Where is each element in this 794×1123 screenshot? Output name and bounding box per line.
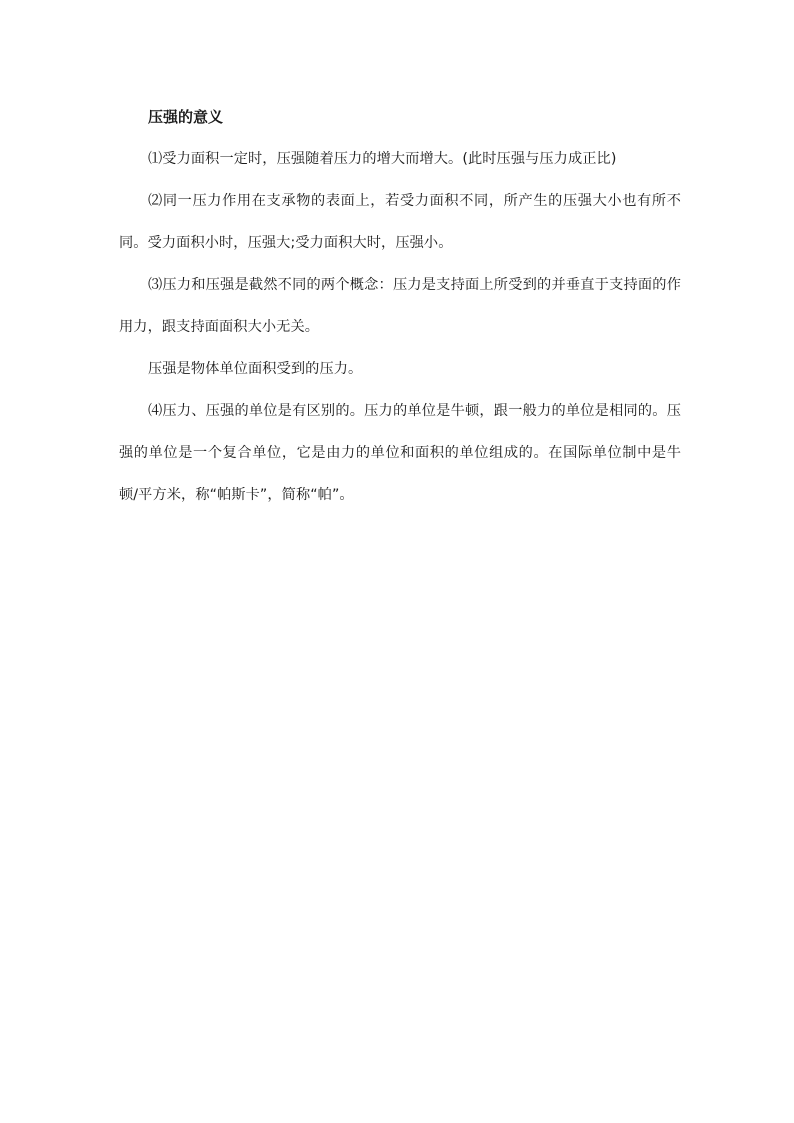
document-body [119,103,681,516]
paragraph-1: ⑴受力面积一定时，压强随着压力的增大而增大。(此时压强与压力成正比) [148,151,617,167]
section-title: 压强的意义 [148,108,224,126]
paragraph-4: 压强是物体单位面积受到的压力。 [148,361,363,377]
paragraph-3: ⑶压力和压强是截然不同的两个概念：压力是支持面上所受到的并垂直于支持面的作用力，跟支持面面积大小无关。 [119,277,681,335]
paragraph-2: ⑵同一压力作用在支承物的表面上，若受力面积不同，所产生的压强大小也有所不同。受力面积小时，压强大;受力面积大时，压强小。 [119,193,681,251]
paragraph-5: ⑷压力、压强的单位是有区别的。压力的单位是牛顿，跟一般力的单位是相同的。压强的单位是一个复合单位，它是由力的单位和面积的单位组成的。在国际单位制中是牛顿/平方米，称“帕斯卡”，简称“帕”。 [119,403,681,503]
